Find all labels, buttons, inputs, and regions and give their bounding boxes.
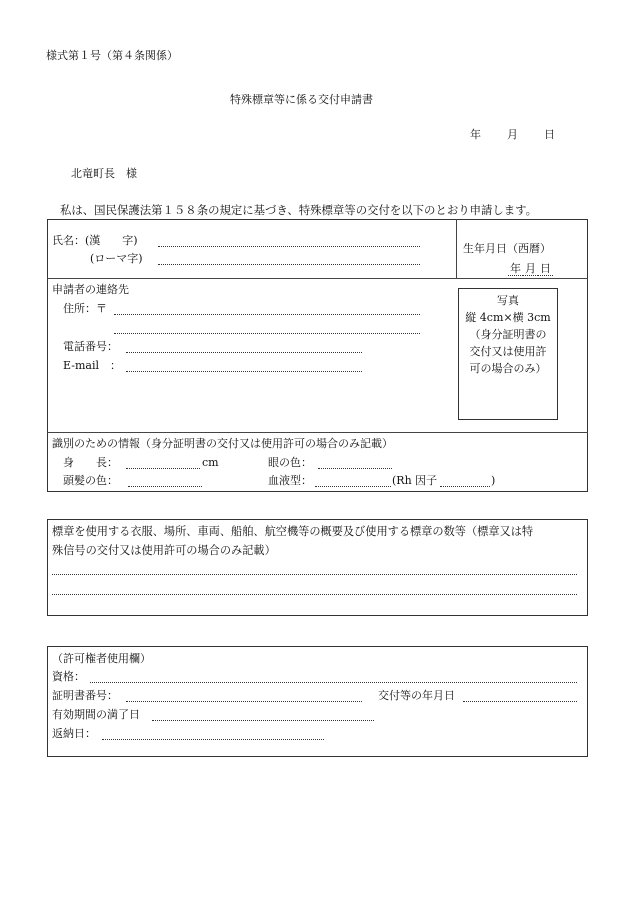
rh-factor-field[interactable] (440, 486, 490, 487)
usage-field-line2[interactable] (52, 594, 577, 595)
rh-close-paren: ) (491, 474, 496, 487)
qualification-label: 資格： (52, 670, 85, 683)
phone-label: 電話番号： (63, 340, 118, 353)
height-label: 身 長： (63, 456, 118, 469)
divider (47, 278, 588, 279)
email-label: E-mail ： (63, 359, 121, 372)
photo-box[interactable] (458, 288, 558, 420)
authority-heading: （許可権者使用欄） (52, 652, 151, 665)
name-kanji-label: 氏名：(漢 字) (52, 234, 138, 247)
issue-date-field[interactable] (463, 701, 577, 702)
usage-field-line1[interactable] (52, 574, 577, 575)
usage-text-line-2: 殊信号の交付又は使用許可の場合のみ記載） (52, 544, 276, 557)
photo-note-3: 可の場合のみ） (469, 362, 547, 376)
birth-day-label: 日 (540, 262, 551, 275)
date-year-label: 年 (470, 128, 481, 141)
date-month-label: 月 (507, 128, 518, 141)
birth-date-field[interactable] (508, 262, 553, 275)
date-day-label: 日 (544, 128, 555, 141)
height-unit: cm (202, 456, 219, 469)
name-kanji-field[interactable] (158, 246, 420, 247)
photo-note-1: （身分証明書の (469, 328, 547, 342)
height-field[interactable] (126, 468, 200, 469)
eye-color-label: 眼の色： (268, 456, 312, 469)
expiry-date-field[interactable] (152, 720, 374, 721)
form-title: 特殊標章等に係る交付申請書 (230, 93, 373, 106)
phone-field[interactable] (126, 352, 362, 353)
name-romaji-label: (ローマ字) (90, 252, 143, 265)
name-romaji-field[interactable] (158, 264, 420, 265)
birth-month-label: 月 (525, 262, 536, 275)
photo-note-2: 交付又は使用許 (469, 345, 547, 359)
address-field-line2[interactable] (114, 333, 420, 334)
address-field-line1[interactable] (114, 314, 420, 315)
qualification-field[interactable] (90, 682, 577, 683)
contact-heading: 申請者の連絡先 (52, 283, 129, 296)
hair-color-label: 頭髪の色： (63, 474, 118, 487)
birth-year-label: 年 (510, 262, 521, 275)
divider (47, 432, 588, 433)
divider (456, 219, 457, 278)
form-number: 様式第１号（第４条関係） (46, 49, 178, 62)
return-date-field[interactable] (102, 739, 324, 740)
cert-number-label: 証明書番号： (52, 689, 118, 702)
identification-heading: 識別のための情報（身分証明書の交付又は使用許可の場合のみ記載） (52, 437, 393, 450)
blood-type-field[interactable] (315, 486, 391, 487)
intro-text: 私は、国民保護法第１５８条の規定に基づき、特殊標章等の交付を以下のとおり申請します。 (60, 203, 538, 217)
return-date-label: 返納日： (52, 727, 96, 740)
issue-date-label: 交付等の年月日 (378, 689, 455, 702)
photo-title: 写真 (497, 294, 519, 307)
usage-text-line-1: 標章を使用する衣服、場所、車両、船舶、航空機等の概要及び使用する標章の数等（標章又は特 (52, 525, 534, 538)
photo-size: 縦 4cm×横 3cm (465, 311, 551, 325)
cert-number-field[interactable] (126, 701, 362, 702)
hair-color-field[interactable] (128, 486, 202, 487)
expiry-date-label: 有効期間の満了日 (52, 708, 140, 721)
address-label: 住所：〒 (63, 302, 107, 315)
email-field[interactable] (126, 371, 362, 372)
blood-type-label: 血液型： (268, 474, 312, 487)
addressee: 北竜町長 様 (71, 167, 137, 180)
rh-factor-label: (Rh 因子 (392, 474, 438, 487)
birth-date-label: 生年月日（西暦） (463, 242, 551, 255)
eye-color-field[interactable] (318, 468, 392, 469)
